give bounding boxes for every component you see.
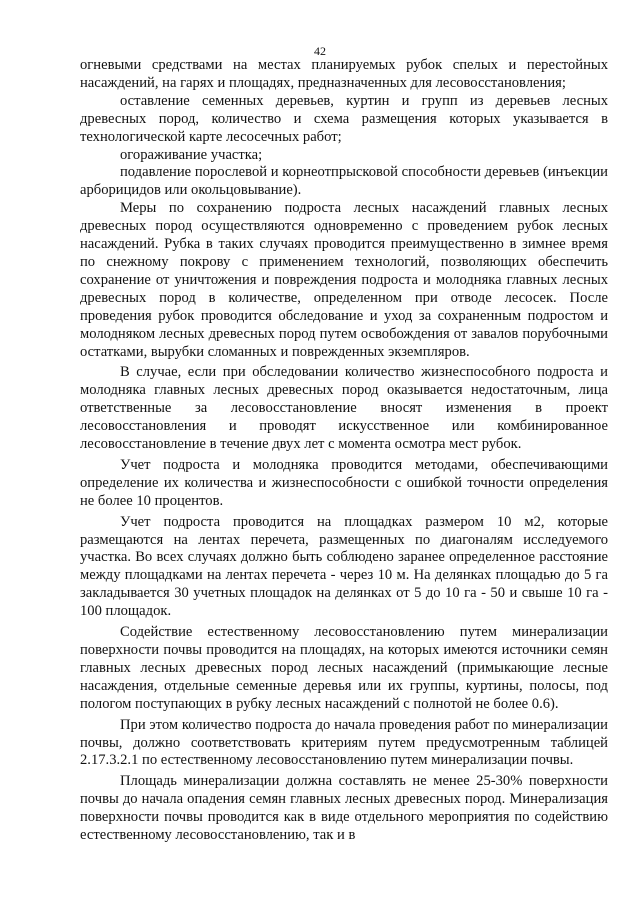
paragraph: огораживание участка; <box>120 146 263 163</box>
paragraph: Учет подроста и молодняка проводится методами, обеспечивающими определение их количества и жизнеспособности с ошибкой точности определения не более 10 процентов. <box>80 456 608 509</box>
paragraph: огневыми средствами на местах планируемых рубок спелых и перестойных насаждений, на гарях и площадях, предназначенных для лесовосстановления; <box>80 57 608 91</box>
paragraph: подавление порослевой и корнеотпрысковой способности деревьев (инъекции арборицидов или окольцовывание). <box>80 164 608 199</box>
paragraph: При этом количество подроста до начала проведения работ по минерализации почвы, должно соответствовать критериям путем предусмотренным таблицей 2.17.3.2.1 по естественному лесовосстановлению путем минерализации почвы. <box>80 716 608 769</box>
paragraph: Площадь минерализации должна составлять не менее 25-30% поверхности почвы до начала опадения семян главных лесных древесных пород. Минерализация поверхности почвы проводится как в виде отдельного мероприятия по содействию естественному лесовосстановлению, так и в <box>80 773 608 844</box>
paragraph: В случае, если при обследовании количество жизнеспособного подроста и молодняка главных лесных древесных пород оказывается недостаточным, лица ответственные за лесовосстановление вносят изменения в проект лесовосстановления и проводят искусственное или комбинированное лесовосстановление в течение двух лет с момента осмотра мест рубок. <box>80 364 608 453</box>
body-text <box>80 57 608 845</box>
paragraph: Учет подроста проводится на площадках размером 10 м2, которые размещаются на лентах перечета, размещенных по диагоналям исследуемого участка. Во всех случаях должно быть соблюдено заранее определенное расстояние между площадками на лентах перечета - через 10 м. На делянках площадью до 5 га закладывается 30 учетных площадок на делянках от 5 до 10 га - 50 и свыше 10 га - 100 площадок. <box>80 513 608 620</box>
page-number: 42 <box>314 44 326 58</box>
paragraph: Меры по сохранению подроста лесных насаждений главных лесных древесных пород осуществляются одновременно с проведением рубок лесных насаждений. Рубка в таких случаях проводится преимущественно в зимнее время по снежному покрову с применением технологий, позволяющих обеспечить сохранение от уничтожения и повреждения подроста и молодняка главных лесных древесных пород в количестве, определенном при отводе лесосек. После проведения рубок проводится обследование и уход за сохраненным подростом и молодняком лесных древесных пород путем освобождения от завалов порубочными остатками, вырубки сломанных и поврежденных экземпляров. <box>80 200 608 360</box>
paragraph: Содействие естественному лесовосстановлению путем минерализации поверхности почвы проводится на площадях, на которых имеются источники семян главных лесных древесных пород лесных насаждений (примыкающие лесные насаждения, отдельные семенные деревья или их группы, куртины, полосы, под пологом поступающих в рубку лесных насаждений с полнотой не более 0.6). <box>80 624 608 712</box>
paragraph: оставление семенных деревьев, куртин и групп из деревьев лесных древесных пород, количество и схема размещения которых указывается в технологической карте лесосечных работ; <box>80 92 608 145</box>
